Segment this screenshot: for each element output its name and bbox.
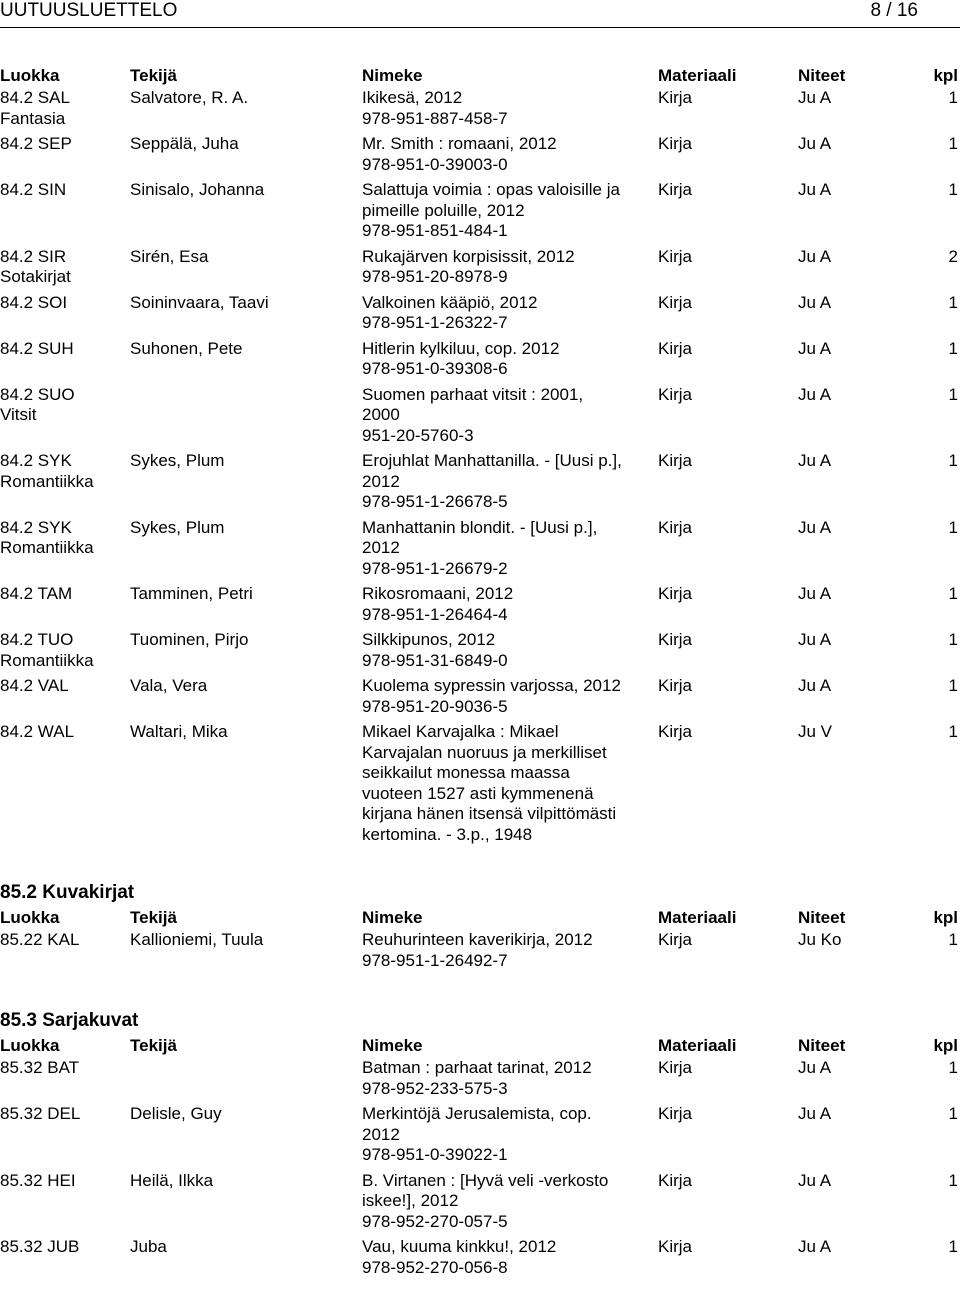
column-header-luokka: Luokka: [0, 908, 60, 927]
cell-nimeke-line: Erojuhlat Manhattanilla. - [Uusi p.],: [362, 451, 622, 470]
cell-materiaali: Kirja: [658, 292, 693, 312]
cell-nimeke-line: vuoteen 1527 asti kymmenenä: [362, 783, 594, 803]
cell-materiaali: Kirja: [658, 180, 693, 199]
column-header-kpl: kpl: [933, 66, 958, 85]
cell-materiaali: Kirja: [658, 1058, 693, 1077]
cell-nimeke-line: Rikosromaani, 2012: [362, 584, 514, 603]
column-header-niteet: Niteet: [798, 66, 846, 85]
cell-materiaali: Kirja: [658, 451, 693, 470]
cell-kpl: 1: [948, 180, 958, 199]
cell-materiaali: Kirja: [658, 584, 693, 603]
cell-nimeke: [362, 722, 658, 845]
cell-niteet: Ju A: [798, 180, 832, 199]
table-row: [0, 518, 960, 580]
cell-nimeke-line: Rukajärven korpisissit, 2012: [362, 246, 575, 266]
table-row: [0, 1237, 960, 1278]
cell-luokka-line: 85.32 BAT: [0, 1058, 80, 1077]
cell-niteet: Ju A: [798, 338, 832, 358]
table-row: [0, 1171, 960, 1233]
cell-nimeke-line: Kuolema sypressin varjossa, 2012: [362, 676, 621, 695]
cell-nimeke-line: 978-951-0-39308-6: [362, 359, 508, 378]
cell-kpl: 1: [948, 930, 958, 949]
cell-luokka: [0, 180, 130, 242]
cell-nimeke-line: pimeille poluille, 2012: [362, 200, 525, 220]
cell-nimeke: [362, 293, 658, 334]
cell-luokka: [0, 293, 130, 334]
cell-nimeke: [362, 676, 658, 717]
cell-nimeke-line: 978-951-887-458-7: [362, 108, 508, 128]
cell-nimeke-line: kirjana hänen itsensä vilpittömästi: [362, 804, 617, 823]
cell-luokka-line: Romantiikka: [0, 471, 94, 491]
cell-kpl: 1: [948, 517, 958, 537]
page-number: 8 / 16: [870, 0, 918, 21]
cell-nimeke-line: 978-951-1-26678-5: [362, 492, 508, 511]
cell-nimeke: [362, 339, 658, 380]
cell-luokka: [0, 88, 130, 129]
cell-luokka-line: 84.2 SYK: [0, 517, 72, 537]
cell-luokka: [0, 722, 130, 845]
table-row: [0, 451, 960, 513]
column-header-row: [0, 66, 960, 88]
cell-kpl: 1: [948, 1104, 958, 1123]
cell-nimeke-line: 2012: [362, 1124, 400, 1144]
cell-luokka-line: Vitsit: [0, 405, 37, 424]
cell-luokka: [0, 385, 130, 447]
cell-luokka-line: 84.2 SUO: [0, 384, 75, 404]
column-header-materiaali: Materiaali: [658, 908, 737, 927]
cell-nimeke-line: Manhattanin blondit. - [Uusi p.],: [362, 517, 598, 537]
cell-luokka: [0, 247, 130, 288]
cell-nimeke-line: Reuhurinteen kaverikirja, 2012: [362, 930, 593, 949]
cell-kpl: 1: [948, 384, 958, 404]
cell-niteet: Ju A: [798, 246, 832, 266]
cell-nimeke-line: 951-20-5760-3: [362, 425, 474, 445]
section-title: 85.2 Kuvakirjat: [0, 882, 135, 903]
cell-luokka-line: 84.2 SAL: [0, 88, 70, 107]
cell-nimeke: [362, 1171, 658, 1233]
cell-materiaali: Kirja: [658, 930, 693, 949]
cell-kpl: 1: [948, 676, 958, 695]
cell-kpl: 1: [948, 1237, 958, 1256]
cell-materiaali: Kirja: [658, 1104, 693, 1123]
cell-nimeke-line: 978-951-1-26679-2: [362, 558, 508, 578]
cell-luokka-line: 85.32 HEI: [0, 1170, 76, 1190]
cell-tekija: Salvatore, R. A.: [130, 88, 249, 107]
cell-nimeke-line: 2012: [362, 538, 400, 557]
table-row: [0, 1104, 960, 1166]
column-header-tekija: Tekijä: [130, 66, 177, 85]
column-header-nimeke: Nimeke: [362, 1036, 423, 1055]
cell-luokka-line: 84.2 SYK: [0, 451, 72, 470]
cell-nimeke: [362, 930, 658, 971]
column-header-tekija: Tekijä: [130, 908, 177, 927]
table-row: [0, 88, 960, 129]
cell-luokka: [0, 584, 130, 625]
cell-materiaali: Kirja: [658, 1237, 693, 1256]
cell-nimeke-line: iskee!], 2012: [362, 1191, 459, 1210]
table-row: [0, 134, 960, 175]
table-row: [0, 676, 960, 717]
column-header-kpl: kpl: [933, 908, 958, 927]
cell-nimeke: [362, 1104, 658, 1166]
cell-nimeke: [362, 1237, 658, 1278]
cell-nimeke-line: Mr. Smith : romaani, 2012: [362, 134, 557, 153]
cell-materiaali: Kirja: [658, 338, 693, 358]
cell-luokka-line: Romantiikka: [0, 650, 94, 670]
cell-nimeke-line: Vau, kuuma kinkku!, 2012: [362, 1237, 557, 1256]
cell-materiaali: Kirja: [658, 722, 693, 741]
cell-nimeke: [362, 518, 658, 580]
table-row: [0, 630, 960, 671]
cell-luokka: [0, 676, 130, 717]
catalog-section: [0, 882, 960, 976]
cell-luokka: [0, 1104, 130, 1166]
cell-luokka-line: 84.2 VAL: [0, 676, 69, 695]
cell-niteet: Ju A: [798, 134, 832, 153]
cell-materiaali: Kirja: [658, 246, 693, 266]
cell-nimeke-line: kertomina. - 3.p., 1948: [362, 824, 533, 844]
cell-kpl: 1: [948, 292, 958, 312]
page-title: UUTUUSLUETTELO: [0, 0, 178, 21]
table-row: [0, 584, 960, 625]
cell-kpl: 1: [948, 338, 958, 358]
column-header-row: [0, 908, 960, 930]
cell-tekija: Vala, Vera: [130, 676, 208, 695]
cell-luokka: [0, 630, 130, 671]
cell-nimeke-line: 978-952-270-056-8: [362, 1257, 508, 1277]
cell-nimeke-line: Hitlerin kylkiluu, cop. 2012: [362, 338, 560, 358]
cell-niteet: Ju A: [798, 517, 832, 537]
cell-materiaali: Kirja: [658, 1170, 693, 1190]
cell-luokka-line: 85.22 KAL: [0, 930, 80, 949]
column-header-niteet: Niteet: [798, 1036, 846, 1055]
cell-nimeke-line: 978-951-1-26322-7: [362, 313, 508, 332]
cell-luokka-line: 84.2 TUO: [0, 630, 74, 649]
column-header-luokka: Luokka: [0, 1036, 60, 1055]
cell-nimeke-line: 978-951-1-26492-7: [362, 950, 508, 970]
column-header-materiaali: Materiaali: [658, 1036, 737, 1055]
table-row: [0, 930, 960, 971]
cell-luokka: [0, 1237, 130, 1278]
cell-nimeke: [362, 180, 658, 242]
cell-tekija: Soininvaara, Taavi: [130, 292, 269, 312]
table-row: [0, 722, 960, 845]
cell-nimeke-line: Batman : parhaat tarinat, 2012: [362, 1058, 592, 1077]
cell-luokka: [0, 1171, 130, 1233]
cell-nimeke-line: Karvajalan nuoruus ja merkilliset: [362, 742, 607, 762]
cell-nimeke: [362, 1058, 658, 1099]
cell-tekija: [130, 385, 362, 447]
cell-niteet: Ju Ko: [798, 930, 842, 949]
cell-luokka: [0, 1058, 130, 1099]
cell-nimeke-line: Valkoinen kääpiö, 2012: [362, 292, 538, 312]
cell-materiaali: Kirja: [658, 517, 693, 537]
cell-luokka-line: Fantasia: [0, 108, 66, 128]
cell-kpl: 2: [948, 246, 958, 266]
catalog-section: [0, 66, 960, 850]
cell-tekija: Kallioniemi, Tuula: [130, 930, 264, 949]
table-row: [0, 293, 960, 334]
cell-nimeke-line: Ikikesä, 2012: [362, 88, 463, 107]
cell-niteet: Ju A: [798, 451, 832, 470]
cell-kpl: 1: [948, 722, 958, 741]
cell-nimeke: [362, 451, 658, 513]
cell-tekija: Sykes, Plum: [130, 517, 225, 537]
cell-nimeke-line: 978-951-20-9036-5: [362, 696, 508, 716]
cell-luokka-line: 84.2 SEP: [0, 134, 72, 153]
cell-materiaali: Kirja: [658, 676, 693, 695]
cell-materiaali: Kirja: [658, 630, 693, 649]
cell-niteet: Ju V: [798, 722, 833, 741]
cell-nimeke-line: Salattuja voimia : opas valoisille ja: [362, 180, 620, 199]
cell-luokka: [0, 339, 130, 380]
cell-niteet: Ju A: [798, 1058, 832, 1077]
cell-luokka-line: Romantiikka: [0, 538, 94, 557]
cell-nimeke-line: 978-951-1-26464-4: [362, 604, 508, 624]
cell-kpl: 1: [948, 134, 958, 153]
cell-tekija: Sirén, Esa: [130, 246, 209, 266]
cell-niteet: Ju A: [798, 676, 832, 695]
cell-nimeke-line: B. Virtanen : [Hyvä veli -verkosto: [362, 1170, 609, 1190]
header-divider: [0, 27, 960, 28]
cell-kpl: 1: [948, 1058, 958, 1077]
cell-niteet: Ju A: [798, 384, 832, 404]
cell-nimeke: [362, 584, 658, 625]
table-row: [0, 247, 960, 288]
cell-niteet: Ju A: [798, 292, 832, 312]
cell-tekija: Tuominen, Pirjo: [130, 630, 249, 649]
cell-tekija: Sykes, Plum: [130, 451, 225, 470]
cell-niteet: Ju A: [798, 88, 832, 107]
cell-luokka-line: 84.2 SUH: [0, 338, 74, 358]
cell-tekija: [130, 1058, 362, 1099]
cell-luokka-line: 85.32 DEL: [0, 1104, 81, 1123]
cell-niteet: Ju A: [798, 1170, 832, 1190]
cell-nimeke-line: 978-951-851-484-1: [362, 221, 508, 240]
cell-nimeke-line: 978-951-31-6849-0: [362, 650, 508, 670]
cell-luokka-line: 84.2 WAL: [0, 722, 75, 741]
cell-tekija: Suhonen, Pete: [130, 338, 243, 358]
cell-materiaali: Kirja: [658, 384, 693, 404]
cell-nimeke: [362, 247, 658, 288]
catalog-section: [0, 1010, 960, 1283]
column-header-kpl: kpl: [933, 1036, 958, 1055]
cell-nimeke-line: seikkailut monessa maassa: [362, 763, 570, 782]
cell-tekija: Tamminen, Petri: [130, 584, 253, 603]
cell-kpl: 1: [948, 88, 958, 107]
cell-tekija: Sinisalo, Johanna: [130, 180, 265, 199]
cell-niteet: Ju A: [798, 1104, 832, 1123]
cell-luokka-line: 84.2 SIN: [0, 180, 67, 199]
cell-nimeke-line: Mikael Karvajalka : Mikael: [362, 722, 559, 741]
column-header-niteet: Niteet: [798, 908, 846, 927]
cell-materiaali: Kirja: [658, 88, 693, 107]
cell-luokka: [0, 134, 130, 175]
table-row: [0, 339, 960, 380]
cell-tekija: Juba: [130, 1237, 167, 1256]
cell-kpl: 1: [948, 451, 958, 470]
cell-luokka-line: 84.2 TAM: [0, 584, 73, 603]
column-header-tekija: Tekijä: [130, 1036, 177, 1055]
table-row: [0, 385, 960, 447]
cell-nimeke-line: Merkintöjä Jerusalemista, cop.: [362, 1104, 592, 1123]
cell-luokka-line: 84.2 SIR: [0, 246, 67, 266]
cell-kpl: 1: [948, 630, 958, 649]
cell-luokka: [0, 930, 130, 971]
column-header-luokka: Luokka: [0, 66, 60, 85]
cell-tekija: Seppälä, Juha: [130, 134, 239, 153]
cell-nimeke-line: Suomen parhaat vitsit : 2001,: [362, 384, 584, 404]
cell-materiaali: Kirja: [658, 134, 693, 153]
section-title: 85.3 Sarjakuvat: [0, 1010, 139, 1031]
table-row: [0, 180, 960, 242]
cell-niteet: Ju A: [798, 630, 832, 649]
cell-nimeke: [362, 630, 658, 671]
column-header-row: [0, 1036, 960, 1058]
cell-tekija: Delisle, Guy: [130, 1104, 222, 1123]
cell-kpl: 1: [948, 1170, 958, 1190]
cell-luokka: [0, 518, 130, 580]
cell-nimeke-line: 2012: [362, 471, 400, 491]
column-header-nimeke: Nimeke: [362, 908, 423, 927]
cell-niteet: Ju A: [798, 584, 832, 603]
cell-nimeke: [362, 88, 658, 129]
cell-nimeke-line: 978-952-233-575-3: [362, 1078, 508, 1098]
cell-luokka-line: 84.2 SOI: [0, 292, 68, 312]
column-header-materiaali: Materiaali: [658, 66, 737, 85]
cell-nimeke-line: 978-951-0-39003-0: [362, 154, 508, 174]
cell-kpl: 1: [948, 584, 958, 603]
cell-nimeke-line: 978-952-270-057-5: [362, 1211, 508, 1231]
cell-nimeke-line: 978-951-20-8978-9: [362, 267, 508, 286]
cell-niteet: Ju A: [798, 1237, 832, 1256]
cell-nimeke: [362, 385, 658, 447]
cell-luokka-line: 85.32 JUB: [0, 1237, 80, 1256]
cell-nimeke: [362, 134, 658, 175]
cell-nimeke-line: 978-951-0-39022-1: [362, 1145, 508, 1164]
cell-tekija: Heilä, Ilkka: [130, 1170, 214, 1190]
table-row: [0, 1058, 960, 1099]
cell-nimeke-line: Silkkipunos, 2012: [362, 630, 496, 649]
cell-nimeke-line: 2000: [362, 405, 400, 424]
column-header-nimeke: Nimeke: [362, 66, 423, 85]
cell-luokka-line: Sotakirjat: [0, 267, 71, 286]
cell-luokka: [0, 451, 130, 513]
cell-tekija: Waltari, Mika: [130, 722, 228, 741]
